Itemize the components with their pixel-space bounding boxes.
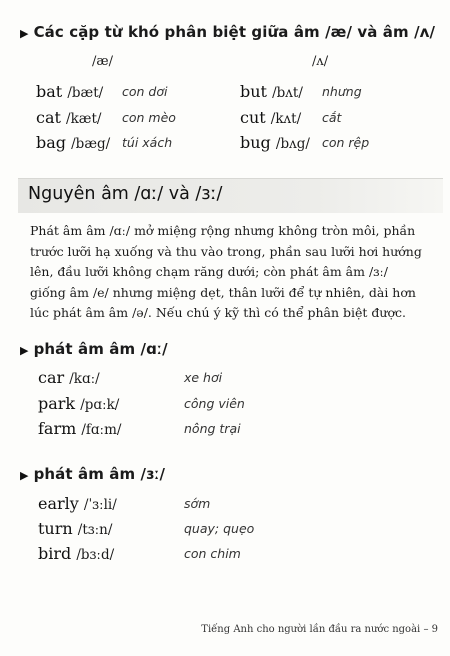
word: bag bbox=[36, 133, 67, 152]
triangle-bullet-icon: ▶ bbox=[20, 344, 29, 357]
ipa: /kʌt/ bbox=[270, 111, 302, 127]
word-row bbox=[38, 368, 100, 387]
meaning: công viên bbox=[184, 396, 245, 411]
meaning: cắt bbox=[322, 110, 342, 125]
explanation-paragraph: Phát âm âm /ɑː/ mở miệng rộng nhưng không tròn môi, phần trước lưỡi hạ xuống và thu vào trong, phần sau lưỡi hơi hướng lên, đầu lưỡi không chạm răng dưới; còn phát âm âm /ɜː/ giống âm /e/ nhưng miệng dẹt, thân lưỡi để tự nhiên, dài hơn lúc phát âm âm /ə/. Nếu chú ý kỹ thì có thể phân biệt được. bbox=[30, 223, 422, 320]
ipa: /pɑːk/ bbox=[80, 397, 120, 413]
subsection-a-header bbox=[20, 339, 168, 358]
word-row bbox=[38, 519, 112, 538]
section2-title: Nguyên âm /ɑː/ và /ɜː/ bbox=[28, 184, 223, 204]
word: cut bbox=[240, 108, 266, 127]
column-header-ae: /æ/ bbox=[92, 54, 113, 69]
section1-header bbox=[20, 22, 435, 41]
meaning: xe hơi bbox=[184, 370, 223, 385]
word: bird bbox=[38, 544, 72, 563]
word-row bbox=[240, 82, 303, 101]
column-header-schwa-caret: /ʌ/ bbox=[312, 54, 329, 69]
meaning: con chim bbox=[184, 546, 241, 561]
meaning: con rệp bbox=[322, 135, 370, 150]
meaning: con mèo bbox=[122, 110, 176, 125]
word-row bbox=[36, 133, 110, 152]
word-row bbox=[38, 494, 117, 513]
meaning: quay; quẹo bbox=[184, 521, 255, 536]
word: bat bbox=[36, 82, 63, 101]
triangle-bullet-icon: ▶ bbox=[20, 469, 29, 482]
word-row bbox=[38, 394, 119, 413]
ipa: /tɜːn/ bbox=[77, 522, 113, 538]
book-title: Tiếng Anh cho người lần đầu ra nước ngoài bbox=[201, 624, 421, 635]
ipa: /bæt/ bbox=[67, 85, 104, 101]
page-footer bbox=[201, 624, 438, 635]
word: car bbox=[38, 368, 65, 387]
page-number: 9 bbox=[431, 624, 438, 635]
triangle-bullet-icon: ▶ bbox=[20, 27, 29, 40]
word-row bbox=[36, 82, 103, 101]
meaning: túi xách bbox=[122, 135, 173, 150]
ipa: /ˈɜːli/ bbox=[83, 497, 117, 513]
subsection-b-heading: phát âm âm /ɜː/ bbox=[33, 465, 166, 483]
word: but bbox=[240, 82, 267, 101]
ipa: /bʌg/ bbox=[275, 136, 310, 152]
word: park bbox=[38, 394, 76, 413]
ipa: /kɑː/ bbox=[69, 371, 100, 387]
meaning: nông trại bbox=[184, 421, 241, 436]
meaning: nhưng bbox=[322, 84, 362, 99]
footer-separator: – bbox=[423, 624, 429, 635]
subsection-b-header bbox=[20, 464, 165, 483]
word: early bbox=[38, 494, 79, 513]
section1-heading: Các cặp từ khó phân biệt giữa âm /æ/ và âm /ʌ/ bbox=[33, 23, 436, 41]
word-row bbox=[38, 419, 121, 438]
word: bug bbox=[240, 133, 271, 152]
ipa: /bæg/ bbox=[71, 136, 111, 152]
word-row bbox=[36, 108, 101, 127]
word: turn bbox=[38, 519, 73, 538]
word: farm bbox=[38, 419, 77, 438]
word-row bbox=[240, 108, 301, 127]
subsection-a-heading: phát âm âm /ɑː/ bbox=[33, 340, 168, 358]
ipa: /bʌt/ bbox=[272, 85, 303, 101]
ipa: /kæt/ bbox=[66, 111, 102, 127]
ipa: /bɜːd/ bbox=[76, 547, 115, 563]
ipa: /fɑːm/ bbox=[81, 422, 122, 438]
meaning: con dơi bbox=[122, 84, 168, 99]
word: cat bbox=[36, 108, 61, 127]
meaning: sớm bbox=[184, 496, 211, 511]
word-row bbox=[38, 544, 114, 563]
word-row bbox=[240, 133, 310, 152]
